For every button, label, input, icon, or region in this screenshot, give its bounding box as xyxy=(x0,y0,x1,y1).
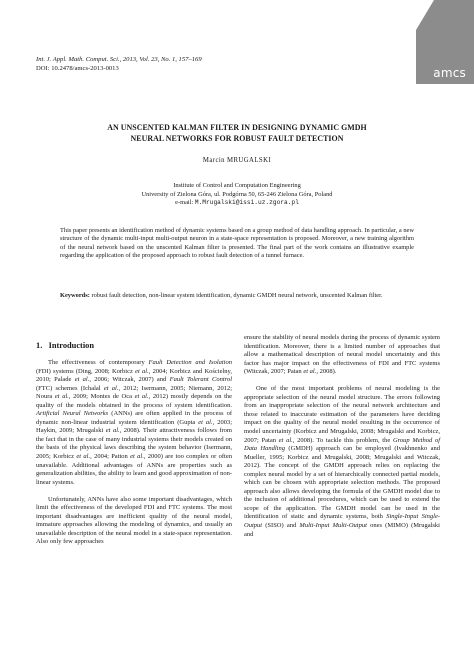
abstract: This paper presents an identification method of dynamic systems based on a group method of data handling approach. In particular, a new structure of the dynamic multi-input multi-output neuron in a state-space representation is proposed. Moreover, a new training algorithm of the neural network based on the unscented Kalman filter is presented. The final part of the work contains an illustrative example regarding the application of the proposed approach to robust fault detection of a tunnel furnace. xyxy=(60,227,414,259)
title-line-2: NEURAL NETWORKS FOR ROBUST FAULT DETECTION xyxy=(130,134,344,143)
email-address: M.Mrugalski@issi.uz.zgora.pl xyxy=(194,199,299,207)
right-column xyxy=(244,334,440,539)
email-label: e-mail: xyxy=(175,199,194,207)
section-number: 1. xyxy=(36,341,43,350)
right-paragraph-2: One of the most important problems of neural modeling is the appropriate selection of the neural model structure. The errors following from an inappropriate selection of the neural network architecture and those related to inaccurate estimation of the parameters have deciding impact on the quality of the neural model resulting in the occurrence of model uncertainty (Korbicz and Mrugalski, 2008; Mrugalski and Korbicz, 2007; Patan et al., 2008). To tackle this problem, the Group Method of Data Handling (GMDH) approach can be employed (Ivakhnenko and Mueller, 1995; Korbicz and Mrugalski, 2008; Mrugalski and Witczak, 2012). The concept of the GMDH approach relies on replacing the complex neural model by a set of hierarchically connected partial models, which can be chosen with appropriate selection methods. The proposed approach also allows developing the formula of the GMDH model due to the inclusion of additional procedures, which can be used to extend the scope of the application. The GMDH model can be used in the identification of static and dynamic systems, both Single-Input Single-Output (SISO) and Multi-Input Multi-Output ones (MIMO) (Mrugalski and xyxy=(244,385,441,538)
left-column xyxy=(36,359,232,547)
affiliation-email-line xyxy=(0,199,474,208)
keywords xyxy=(60,292,414,300)
keywords-label: Keywords: xyxy=(60,292,90,299)
left-paragraph-1: The effectiveness of contemporary Fault Detection and Isolation (FDI) systems (Ding, 2008; Korbicz et al., 2004; Korbicz and Kościelny, 2010; Palade et al., 2006; Witczak, 2007) and Fault Tolerant Control (FTC) schemes (Ichalal et al., 2012; Isermann, 2005; Niemann, 2012; Noura et al., 2009; Montes de Oca et al., 2012) mostly depends on the quality of the models obtained in the process of system identification. Artificial Neural Networks (ANNs) are often applied in the process of dynamic non-linear industrial system identification (Gupta et al., 2003; Haykin, 2009; Mrugalski et al., 2008). Their attractiveness follows from the fact that in the case of many industrial systems their models created on the basis of the physical laws describing the system behavior (Isermann, 2005; Korbicz et al., 2004; Patton et al., 2000) are too complex or often unavailable. Additional advantages of ANNs are properties such as generalization abilities, the ability to learn and good approximation of non-linear systems. xyxy=(36,359,233,486)
right-paragraph-1: ensure the stability of neural models during the process of dynamic system identification. Moreover, there is a limited number of approaches that allow a mathematical description of neural model uncertainty and this factor has major impact on the effectiveness of FDI and FTC systems (Witczak, 2007; Patan et al., 2008). xyxy=(244,334,440,376)
affiliation-line-1: Institute of Control and Computation Engineering xyxy=(173,182,301,189)
left-paragraph-2: Unfortunately, ANNs have also some important disadvantages, which limit the effectiveness of the developed FDI and FTC systems. The most important disadvantages are inefficient quality of the neural model, immature approaches allowing the modeling of dynamics, and usually an unavailable description of the neural model in a state-space representation. Also only few approaches xyxy=(36,495,232,546)
author-name: Marcin MRUGALSKI xyxy=(202,157,272,164)
affiliation xyxy=(0,182,474,208)
keywords-text: robust fault detection, non-linear system identification, dynamic GMDH neural network, unscented Kalman filter. xyxy=(91,292,383,299)
section-heading xyxy=(36,341,94,350)
amcs-logo-text: amcs xyxy=(433,66,466,80)
doi: DOI: 10.2478/amcs-2013-0013 xyxy=(36,65,119,72)
title-line-1: AN UNSCENTED KALMAN FILTER IN DESIGNING DYNAMIC GMDH xyxy=(107,123,367,132)
journal-citation: Int. J. Appl. Math. Comput. Sci., 2013, Vol. 23, No. 1, 157–169 xyxy=(36,56,202,63)
paper-title xyxy=(60,122,414,144)
section-title: Introduction xyxy=(48,341,95,350)
affiliation-line-2: University of Zielona Góra, ul. Podgórna 50, 65-246 Zielona Góra, Poland xyxy=(141,190,333,198)
